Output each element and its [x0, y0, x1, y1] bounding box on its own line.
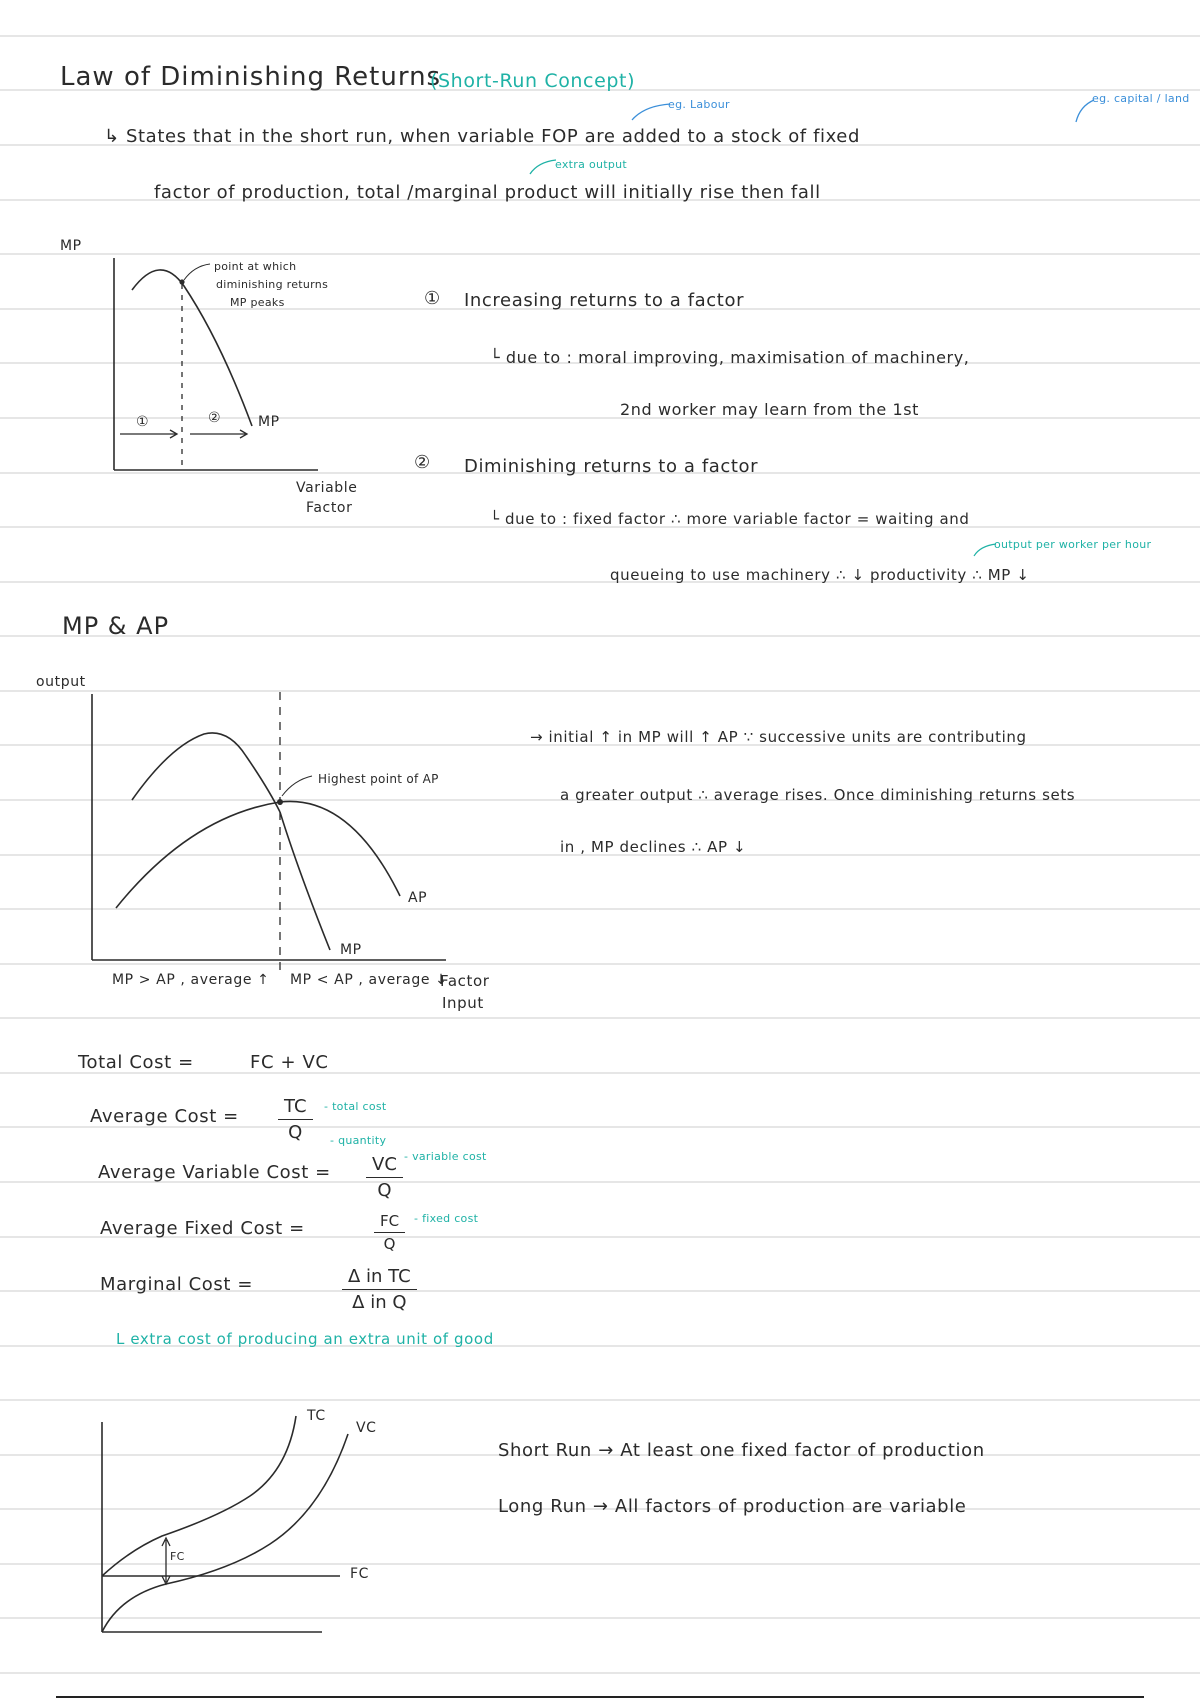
graph1-peak-note-2: diminishing returns [216, 278, 329, 291]
returns-item2-annotation: output per worker per hour [994, 538, 1152, 551]
total-cost-formula: FC + VC [250, 1052, 329, 1073]
graph2-mp-ap-diagram [80, 684, 480, 974]
mp-ap-note-line-3: in , MP declines ∴ AP ↓ [560, 838, 747, 856]
mp-ap-note-line-2: a greater output ∴ average rises. Once diminishing returns sets [560, 786, 1076, 804]
definition-line-2: factor of production, total /marginal product will initially rise then fall [154, 182, 821, 203]
mc-numerator: Δ in TC [342, 1266, 417, 1290]
graph2-highest-note: Highest point of AP [318, 772, 439, 786]
graph2-x-label-1: Factor [440, 972, 490, 990]
annotation-labour-arrow [630, 100, 675, 122]
returns-item2-reason-2: queueing to use machinery ∴ ↓ productivity ∴ MP ↓ [610, 566, 1030, 584]
annotation-capital-arrow [1072, 96, 1096, 124]
graph1-region-1: ① [136, 414, 150, 430]
graph2-ap-label: AP [408, 890, 428, 906]
graph2-left-caption: MP > AP , average ↑ [112, 972, 270, 988]
annotation-extra-output-arrow [528, 156, 558, 176]
average-cost-label: Average Cost = [90, 1106, 239, 1127]
mc-fraction [342, 1266, 417, 1313]
returns-item1-num: ① [424, 288, 441, 309]
mp-ap-note-line-1: → initial ↑ in MP will ↑ AP ∵ successive units are contributing [530, 728, 1027, 746]
graph3-tc-label: TC [307, 1408, 326, 1424]
mc-label: Marginal Cost = [100, 1274, 254, 1295]
page-bottom-line [56, 1696, 1144, 1698]
graph2-mp-label: MP [340, 942, 362, 958]
returns-item2-num: ② [414, 452, 431, 473]
avc-numerator: VC [366, 1154, 403, 1178]
returns-item2-annotation-arrow [972, 540, 998, 558]
graph3-fc-label: FC [350, 1566, 370, 1582]
returns-item2-reason-1: └ due to : fixed factor ∴ more variable factor = waiting and [490, 510, 970, 528]
graph1-x-label-2: Factor [306, 500, 353, 516]
title-note: (Short-Run Concept) [430, 70, 636, 92]
mc-denominator: Δ in Q [352, 1292, 407, 1313]
afc-denominator: Q [383, 1235, 396, 1253]
graph1-peak-note-3: MP peaks [230, 296, 285, 309]
returns-item2-title: Diminishing returns to a factor [464, 456, 759, 477]
short-run-definition: Short Run → At least one fixed factor of production [498, 1440, 985, 1461]
average-cost-denominator: Q [288, 1122, 303, 1143]
average-cost-fraction [278, 1096, 313, 1143]
graph1-y-label: MP [60, 238, 82, 254]
afc-numerator: FC [374, 1212, 405, 1233]
returns-item1-reason-2: 2nd worker may learn from the 1st [620, 400, 920, 419]
avc-denominator: Q [377, 1180, 392, 1201]
afc-fraction [374, 1212, 405, 1253]
afc-label: Average Fixed Cost = [100, 1218, 305, 1239]
graph1-peak-note-1: point at which [214, 260, 297, 273]
graph3-cost-diagram [90, 1400, 400, 1640]
graph1-x-label-1: Variable [296, 480, 358, 496]
avc-note: - variable cost [404, 1150, 487, 1163]
graph2-y-label: output [36, 674, 86, 690]
page-title: Law of Diminishing Returns [60, 62, 442, 92]
graph2-right-caption: MP < AP , average ↓ [290, 972, 448, 988]
average-cost-numerator: TC [278, 1096, 313, 1120]
afc-note: - fixed cost [414, 1212, 479, 1225]
graph1-curve-label: MP [258, 414, 280, 430]
avc-fraction [366, 1154, 403, 1201]
avc-label: Average Variable Cost = [98, 1162, 331, 1183]
graph2-x-label-2: Input [442, 994, 484, 1012]
mc-note: L extra cost of producing an extra unit of good [116, 1330, 494, 1348]
section-mp-ap-heading: MP & AP [62, 612, 170, 640]
average-cost-num-note: - total cost [324, 1100, 387, 1113]
definition-line-1: ↳ States that in the short run, when variable FOP are added to a stock of fixed [104, 126, 860, 147]
annotation-labour: eg. Labour [668, 98, 730, 111]
annotation-extra-output: extra output [555, 158, 628, 171]
average-cost-den-note: - quantity [330, 1134, 387, 1147]
long-run-definition: Long Run → All factors of production are variable [498, 1496, 967, 1517]
graph3-vc-label: VC [356, 1420, 377, 1436]
graph3-fc-gap-label: FC [170, 1550, 185, 1563]
returns-item1-reason-1: └ due to : moral improving, maximisation of machinery, [490, 348, 970, 367]
returns-item1-title: Increasing returns to a factor [464, 290, 745, 311]
graph1-region-2: ② [208, 410, 222, 426]
total-cost-label: Total Cost = [78, 1052, 194, 1073]
annotation-capital: eg. capital / land [1092, 92, 1190, 105]
